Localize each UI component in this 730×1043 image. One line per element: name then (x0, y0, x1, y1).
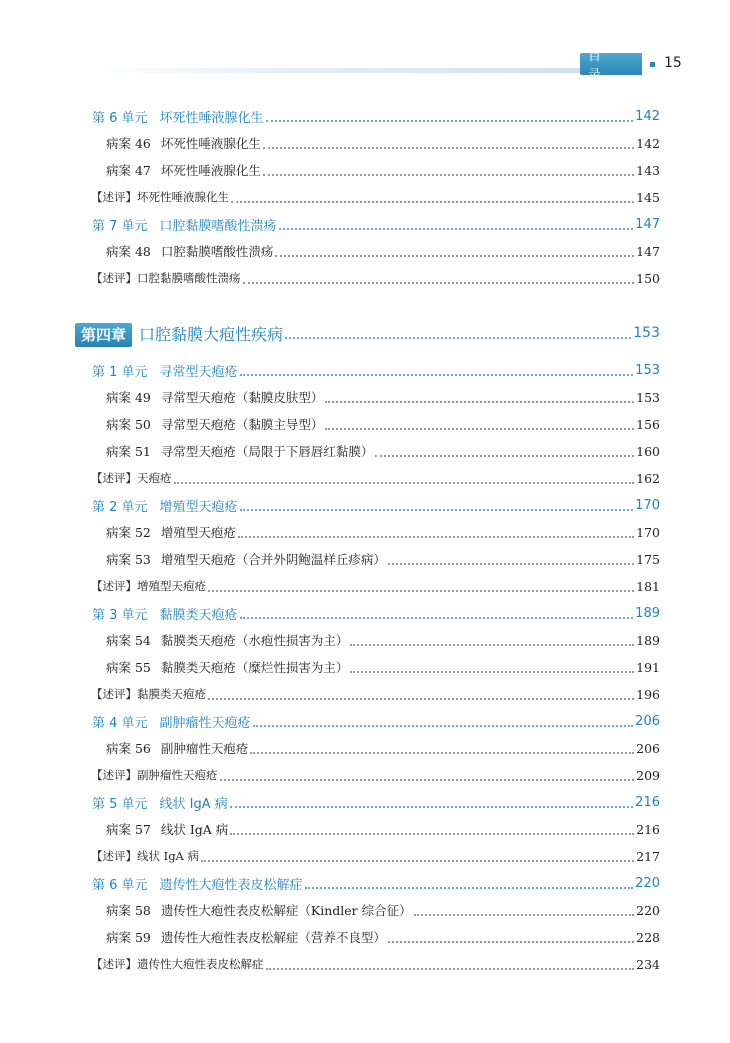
chapter-number: 第四章 (75, 323, 132, 347)
toc-page-number: 142 (635, 108, 660, 124)
review-title: 【述评】遗传性大疱性表皮松解症 (91, 957, 264, 971)
toc-review-row[interactable] (0, 683, 730, 705)
review-title: 【述评】坏死性唾液腺化生 (91, 190, 229, 204)
case-number: 病案 48 (106, 244, 151, 259)
case-number: 病案 49 (106, 390, 151, 405)
toc-unit-row[interactable] (0, 791, 730, 813)
case-title: 黏膜类天疱疮（糜烂性损害为主） (160, 660, 349, 675)
toc-case-row[interactable] (0, 386, 730, 408)
toc-entry-label (106, 631, 348, 649)
case-title: 副肿瘤性天疱疮 (160, 741, 249, 756)
toc-case-row[interactable] (0, 629, 730, 651)
toc-entry-label (92, 604, 238, 623)
dot-leader (388, 562, 634, 565)
dot-leader (208, 697, 634, 700)
case-title: 遗传性大疱性表皮松解症（Kindler 综合征） (160, 903, 412, 918)
header-square-marker (650, 62, 655, 67)
toc-entry-label (92, 215, 277, 234)
dot-leader (279, 227, 634, 230)
toc-entry-label (106, 820, 228, 838)
toc-unit-row[interactable] (0, 494, 730, 516)
toc-review-row[interactable] (0, 186, 730, 208)
toc-case-row[interactable] (0, 132, 730, 154)
unit-title: 坏死性唾液腺化生 (159, 110, 264, 126)
dot-leader (263, 146, 634, 149)
case-number: 病案 51 (106, 444, 151, 459)
toc-unit-row[interactable] (0, 105, 730, 127)
case-title: 寻常型天疱疮（黏膜皮肤型） (160, 390, 324, 405)
dot-leader (388, 940, 634, 943)
toc-page-number: 189 (635, 605, 660, 621)
toc-page-number: 156 (636, 416, 660, 432)
unit-number: 第 4 单元 (92, 715, 148, 731)
toc-case-row[interactable] (0, 548, 730, 570)
toc-entry-label (106, 442, 373, 460)
case-number: 病案 56 (106, 741, 151, 756)
toc-page-number: 209 (636, 767, 660, 783)
toc-case-row[interactable] (0, 899, 730, 921)
dot-leader (350, 643, 634, 646)
dot-leader (266, 119, 634, 122)
unit-number: 第 3 单元 (92, 607, 148, 623)
dot-leader (285, 336, 631, 339)
dot-leader (305, 886, 634, 889)
toc-entry-label (106, 901, 412, 919)
toc-case-row[interactable] (0, 818, 730, 840)
toc-page-number: 147 (635, 216, 660, 232)
review-title: 【述评】黏膜类天疱疮 (91, 687, 206, 701)
case-title: 遗传性大疱性表皮松解症（营养不良型） (160, 930, 386, 945)
toc-chapter-row[interactable] (0, 320, 730, 346)
toc-entry-label (92, 874, 303, 893)
dot-leader (240, 508, 634, 511)
toc-entry-label (91, 767, 218, 783)
dot-leader (238, 535, 634, 538)
toc-page-number: 143 (636, 162, 660, 178)
toc-page-number: 189 (636, 632, 660, 648)
dot-leader (230, 805, 633, 808)
toc-page-number: 162 (636, 470, 660, 486)
toc-entry-label (91, 189, 229, 205)
toc-case-row[interactable] (0, 926, 730, 948)
toc-entry-label (91, 686, 206, 702)
case-title: 坏死性唾液腺化生 (160, 136, 261, 151)
case-number: 病案 53 (106, 552, 151, 567)
dot-leader (208, 589, 634, 592)
unit-number: 第 6 单元 (92, 877, 148, 893)
toc-case-row[interactable] (0, 413, 730, 435)
toc-entry-label (106, 658, 348, 676)
toc-page-number: 181 (636, 578, 660, 594)
toc-unit-row[interactable] (0, 602, 730, 624)
toc-page-number: 220 (635, 875, 660, 891)
toc-page-number: 216 (636, 821, 660, 837)
toc-page-number: 220 (636, 902, 660, 918)
dot-leader (230, 832, 634, 835)
case-title: 坏死性唾液腺化生 (160, 163, 261, 178)
dot-leader (240, 373, 634, 376)
unit-title: 黏膜类天疱疮 (159, 607, 238, 623)
dot-leader (375, 454, 634, 457)
toc-entry-label (106, 550, 386, 568)
toc-unit-row[interactable] (0, 213, 730, 235)
unit-title: 寻常型天疱疮 (159, 364, 238, 380)
dot-leader (414, 913, 635, 916)
toc-page-number: 217 (636, 848, 660, 864)
dot-leader (174, 481, 635, 484)
case-title: 寻常型天疱疮（黏膜主导型） (160, 417, 324, 432)
dot-leader (243, 281, 635, 284)
dot-leader (266, 967, 635, 970)
toc-entry-label (92, 496, 238, 515)
toc-page-number: 206 (636, 740, 660, 756)
toc-entry-label (106, 388, 323, 406)
header-gradient-rule (92, 68, 580, 73)
dot-leader (325, 400, 634, 403)
section-tab: 目 录 (580, 53, 642, 75)
toc-entry-label (106, 928, 386, 946)
toc-entry-label (106, 161, 261, 179)
toc-entry-label (75, 322, 283, 345)
unit-number: 第 2 单元 (92, 499, 148, 515)
toc-case-row[interactable] (0, 440, 730, 462)
case-title: 寻常型天疱疮（局限于下唇唇红黏膜） (160, 444, 374, 459)
toc-entry-label (106, 242, 273, 260)
review-title: 【述评】线状 IgA 病 (91, 849, 200, 863)
unit-title: 副肿瘤性天疱疮 (159, 715, 251, 731)
toc-entry-label (106, 415, 323, 433)
toc-page-number: 191 (636, 659, 660, 675)
dot-leader (275, 254, 634, 257)
case-number: 病案 46 (106, 136, 151, 151)
toc-entry-label (106, 739, 248, 757)
toc-page-number: 196 (636, 686, 660, 702)
toc-page-number: 216 (635, 794, 660, 810)
toc-entry-label (106, 523, 236, 541)
dot-leader (201, 859, 634, 862)
case-title: 增殖型天疱疮 (160, 525, 236, 540)
case-title: 增殖型天疱疮（合并外阴鲍温样丘疹病） (160, 552, 386, 567)
case-title: 黏膜类天疱疮（水疱性损害为主） (160, 633, 349, 648)
review-title: 【述评】副肿瘤性天疱疮 (91, 768, 218, 782)
toc-page-number: 145 (636, 189, 660, 205)
toc-entry-label (91, 470, 172, 486)
dot-leader (253, 724, 634, 727)
case-number: 病案 52 (106, 525, 151, 540)
review-title: 【述评】口腔黏膜嗜酸性溃疡 (91, 271, 241, 285)
toc-page-number: 170 (636, 524, 660, 540)
toc-review-row[interactable] (0, 953, 730, 975)
dot-leader (240, 616, 634, 619)
dot-leader (250, 751, 634, 754)
unit-number: 第 7 单元 (92, 218, 148, 234)
toc-page-number: 150 (636, 270, 660, 286)
toc-case-row[interactable] (0, 159, 730, 181)
toc-case-row[interactable] (0, 240, 730, 262)
toc-entry-label (91, 578, 206, 594)
toc-case-row[interactable] (0, 521, 730, 543)
case-number: 病案 57 (106, 822, 151, 837)
page-number: 15 (664, 55, 682, 71)
toc-page-number: 153 (633, 325, 660, 341)
case-title: 线状 IgA 病 (160, 822, 229, 837)
unit-number: 第 5 单元 (92, 796, 148, 812)
case-number: 病案 50 (106, 417, 151, 432)
toc-review-row[interactable] (0, 845, 730, 867)
review-title: 【述评】天疱疮 (91, 471, 172, 485)
case-number: 病案 54 (106, 633, 151, 648)
toc-entry-label (92, 712, 251, 731)
toc-entry-label (92, 793, 228, 812)
toc-case-row[interactable] (0, 737, 730, 759)
toc-page-number: 147 (636, 243, 660, 259)
toc-case-row[interactable] (0, 656, 730, 678)
toc-page-number: 175 (636, 551, 660, 567)
unit-number: 第 1 单元 (92, 364, 148, 380)
toc-unit-row[interactable] (0, 359, 730, 381)
dot-leader (263, 173, 634, 176)
case-number: 病案 59 (106, 930, 151, 945)
toc-page-number: 170 (635, 497, 660, 513)
unit-title: 线状 IgA 病 (159, 796, 228, 812)
toc-page-number: 228 (636, 929, 660, 945)
unit-title: 遗传性大疱性表皮松解症 (159, 877, 303, 893)
toc-entry-label (91, 956, 264, 972)
unit-title: 增殖型天疱疮 (159, 499, 238, 515)
toc-page-number: 142 (636, 135, 660, 151)
toc-page-number: 160 (636, 443, 660, 459)
toc-review-row[interactable] (0, 267, 730, 289)
case-number: 病案 58 (106, 903, 151, 918)
dot-leader (350, 670, 634, 673)
toc-review-row[interactable] (0, 575, 730, 597)
toc-unit-row[interactable] (0, 872, 730, 894)
toc-page-number: 234 (636, 956, 660, 972)
dot-leader (220, 778, 635, 781)
chapter-title: 口腔黏膜大疱性疾病 (139, 324, 284, 344)
toc-entry-label (91, 270, 241, 286)
dot-leader (231, 200, 634, 203)
toc-page-number: 153 (636, 389, 660, 405)
toc-unit-row[interactable] (0, 710, 730, 732)
toc-review-row[interactable] (0, 467, 730, 489)
toc-page-number: 206 (635, 713, 660, 729)
review-title: 【述评】增殖型天疱疮 (91, 579, 206, 593)
toc-entry-label (91, 848, 199, 864)
unit-title: 口腔黏膜嗜酸性溃疡 (159, 218, 277, 234)
toc-entry-label (106, 134, 261, 152)
toc-entry-label (92, 361, 238, 380)
case-number: 病案 55 (106, 660, 151, 675)
toc-entry-label (92, 107, 264, 126)
dot-leader (325, 427, 634, 430)
toc-page-number: 153 (635, 362, 660, 378)
unit-number: 第 6 单元 (92, 110, 148, 126)
case-title: 口腔黏膜嗜酸性溃疡 (160, 244, 274, 259)
case-number: 病案 47 (106, 163, 151, 178)
toc-review-row[interactable] (0, 764, 730, 786)
